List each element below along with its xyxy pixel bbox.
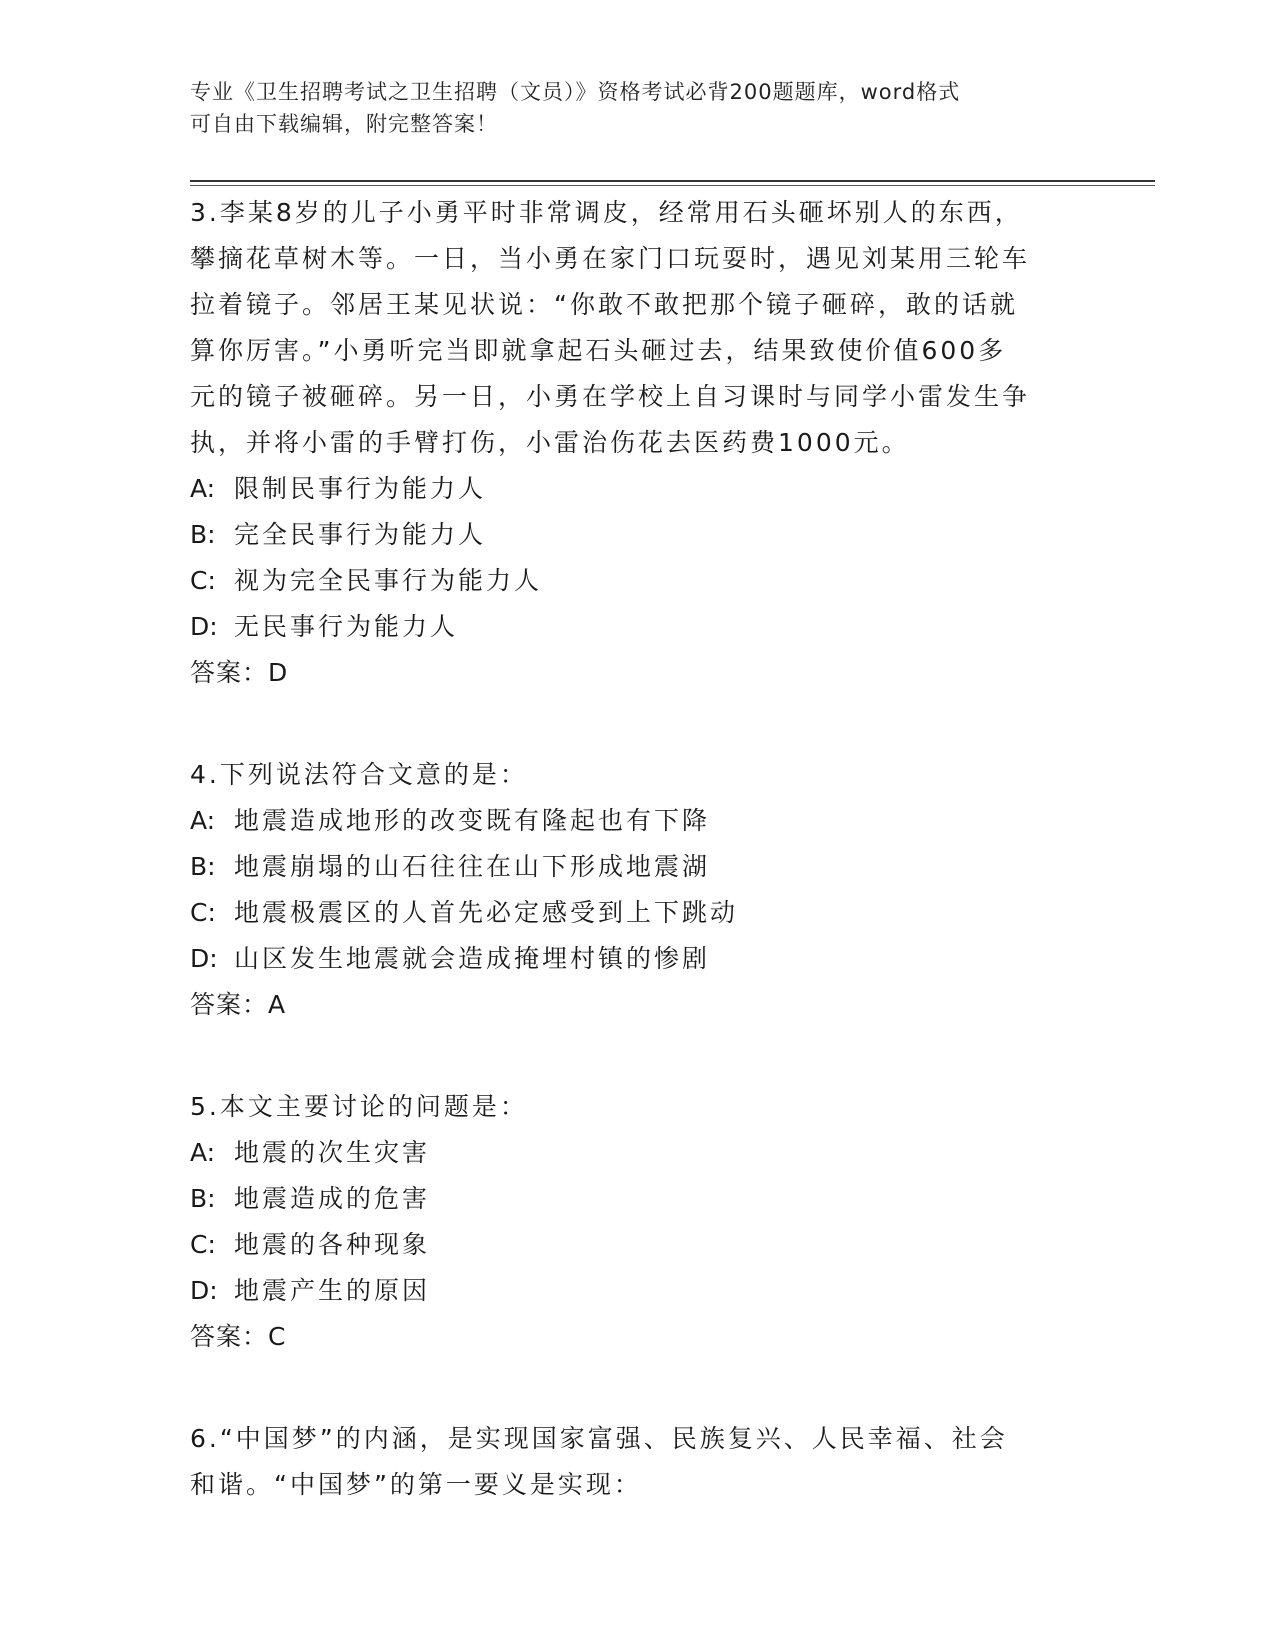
option-c: [190, 1222, 1110, 1268]
option-text: 地震的各种现象: [234, 1230, 431, 1259]
option-d: [190, 936, 1110, 982]
option-letter: A:: [190, 474, 216, 503]
option-d: [190, 604, 1110, 650]
question-text-line: 元的镜子被砸碎。另一日，小勇在学校上自习课时与同学小雷发生争: [190, 382, 1031, 411]
option-text: 山区发生地震就会造成掩埋村镇的惨剧: [234, 944, 711, 973]
question-list: [190, 190, 1110, 1508]
question-text-line: 拉着镜子。邻居王某见状说：“你敢不敢把那个镜子砸碎，敢的话就: [190, 290, 1018, 319]
question-text-line: 5.本文主要讨论的问题是：: [190, 1092, 528, 1121]
option-text: 无民事行为能力人: [234, 612, 459, 641]
header-title-line-2: 可自由下载编辑，附完整答案！: [190, 112, 498, 136]
option-letter: B:: [190, 1184, 216, 1213]
option-text: 地震造成地形的改变既有隆起也有下降: [234, 806, 711, 835]
option-letter: C:: [190, 566, 216, 595]
question-text-line: 算你厉害。”小勇听完当即就拿起石头砸过去，结果致使价值600多: [190, 336, 1007, 365]
option-text: 视为完全民事行为能力人: [234, 566, 543, 595]
question-6: [190, 1416, 1110, 1508]
question-5: [190, 1084, 1110, 1360]
option-text: 地震崩塌的山石往往在山下形成地震湖: [234, 852, 711, 881]
header-title-line-1: 专业《卫生招聘考试之卫生招聘（文员）》资格考试必背200题题库，word格式: [190, 80, 961, 104]
option-a: [190, 466, 1110, 512]
question-text-line: 执，并将小雷的手臂打伤，小雷治伤花去医药费1000元。: [190, 428, 910, 457]
option-letter: A:: [190, 1138, 216, 1167]
answer-line: 答案：A: [190, 990, 287, 1019]
option-letter: D:: [190, 944, 218, 973]
option-c: [190, 558, 1110, 604]
question-text-line: 和谐。“中国梦”的第一要义是实现：: [190, 1470, 642, 1499]
question-4: [190, 752, 1110, 1028]
option-letter: D:: [190, 612, 218, 641]
header-divider-thin: [190, 185, 1155, 186]
answer-line: 答案：D: [190, 658, 289, 687]
option-a: [190, 1130, 1110, 1176]
question-text-line: 4.下列说法符合文意的是：: [190, 760, 528, 789]
answer-line: 答案：C: [190, 1322, 287, 1351]
option-letter: D:: [190, 1276, 218, 1305]
option-text: 地震的次生灾害: [234, 1138, 431, 1167]
option-letter: B:: [190, 520, 216, 549]
option-b: [190, 844, 1110, 890]
page-header: [190, 76, 1090, 140]
question-spacer: [190, 696, 1110, 752]
option-text: 地震极震区的人首先必定感受到上下跳动: [234, 898, 739, 927]
option-b: [190, 1176, 1110, 1222]
question-text-line: 3.李某8岁的儿子小勇平时非常调皮，经常用石头砸坏别人的东西，: [190, 198, 1023, 227]
option-text: 限制民事行为能力人: [234, 474, 487, 503]
option-text: 完全民事行为能力人: [234, 520, 487, 549]
option-letter: A:: [190, 806, 216, 835]
question-text-line: 攀摘花草树木等。一日，当小勇在家门口玩耍时，遇见刘某用三轮车: [190, 244, 1031, 273]
option-b: [190, 512, 1110, 558]
option-c: [190, 890, 1110, 936]
question-spacer: [190, 1360, 1110, 1416]
question-spacer: [190, 1028, 1110, 1084]
option-letter: C:: [190, 898, 216, 927]
option-text: 地震产生的原因: [234, 1276, 431, 1305]
option-letter: B:: [190, 852, 216, 881]
question-3: [190, 190, 1110, 696]
option-letter: C:: [190, 1230, 216, 1259]
header-divider-thick: [190, 180, 1155, 182]
option-text: 地震造成的危害: [234, 1184, 431, 1213]
question-text-line: 6.“中国梦”的内涵，是实现国家富强、民族复兴、人民幸福、社会: [190, 1424, 1008, 1453]
option-a: [190, 798, 1110, 844]
option-d: [190, 1268, 1110, 1314]
